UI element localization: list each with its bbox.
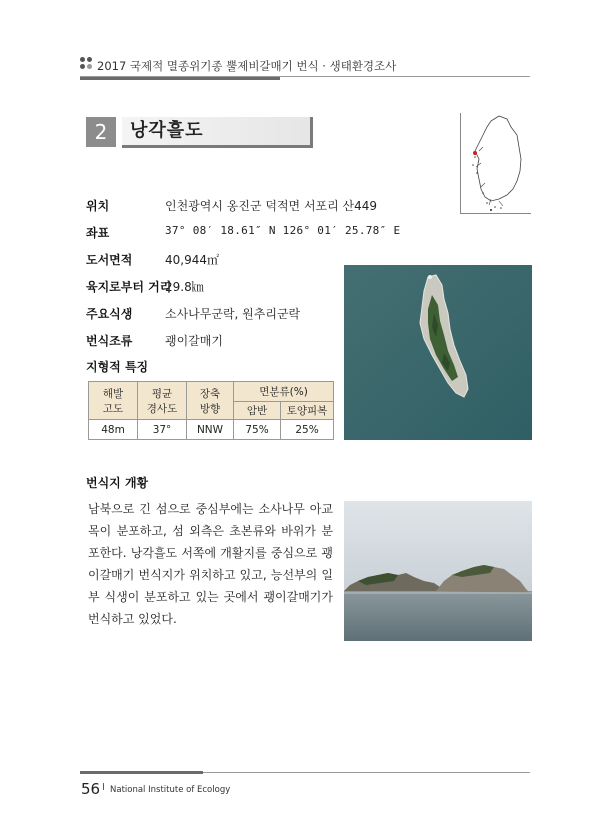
value-distance: 29.8㎞: [165, 280, 204, 294]
site-marker-icon: [473, 151, 477, 155]
label-breeding-birds: 번식조류: [86, 334, 133, 348]
aerial-photo: [344, 265, 532, 440]
th-axis: 장축 방향: [187, 382, 234, 420]
label-location: 위치: [86, 199, 110, 213]
header-rule-accent: [80, 77, 280, 80]
korea-outline-icon: [461, 113, 531, 213]
section-number: 2: [86, 117, 116, 147]
value-coordinates: 37° 08′ 18.61″ N 126° 01′ 25.78″ E: [165, 224, 401, 237]
landscape-photo: [344, 501, 532, 641]
korea-locator-map: [460, 113, 531, 214]
th-elevation: 해발 고도: [89, 382, 138, 420]
th-slope: 평균 경사도: [138, 382, 187, 420]
label-area: 도서면적: [86, 253, 133, 267]
footer-separator: I: [102, 782, 105, 793]
topography-title: 지형적 특징: [86, 360, 149, 374]
label-distance: 육지로부터 거리: [86, 280, 172, 294]
td-axis: NNW: [187, 420, 234, 440]
value-area: 40,944㎡: [165, 253, 219, 267]
running-header: 2017 국제적 멸종위기종 뿔제비갈매기 번식 · 생태환경조사: [97, 59, 397, 73]
overview-title: 번식지 개황: [86, 476, 149, 490]
th-rock: 암반: [234, 402, 281, 420]
td-slope: 37°: [138, 420, 187, 440]
th-surface: 면분류(%): [234, 382, 334, 402]
topography-table: [88, 381, 334, 440]
section-title: 낭각흘도: [130, 120, 204, 141]
page-number: 56: [81, 780, 101, 798]
value-location: 인천광역시 옹진군 덕적면 서포리 산449: [165, 199, 378, 213]
footer-institute: National Institute of Ecology: [110, 785, 231, 795]
footer-rule-accent: [80, 771, 203, 774]
section-title-box: [122, 117, 313, 148]
th-soil: 토양피복: [281, 402, 334, 420]
td-rock: 75%: [234, 420, 281, 440]
value-vegetation: 소사나무군락, 원추리군락: [165, 307, 301, 321]
value-breeding-birds: 괭이갈매기: [165, 334, 223, 348]
td-elevation: 48m: [89, 420, 138, 440]
overview-text: 남북으로 긴 섬으로 중심부에는 소사나무 아교목이 분포하고, 섬 외측은 초본류와 바위가 분포한다. 낭각흘도 서쪽에 개활지를 중심으로 괭이갈매기 번식지가 위치하고 있고, 능선부의 일부 식생이 분포하고 있는 곳에서 괭이갈매기가 번식하고 있었다.: [88, 502, 333, 626]
header-dots-icon: [80, 57, 94, 71]
label-coordinates: 좌표: [86, 226, 110, 240]
td-soil: 25%: [281, 420, 334, 440]
label-vegetation: 주요식생: [86, 307, 133, 321]
